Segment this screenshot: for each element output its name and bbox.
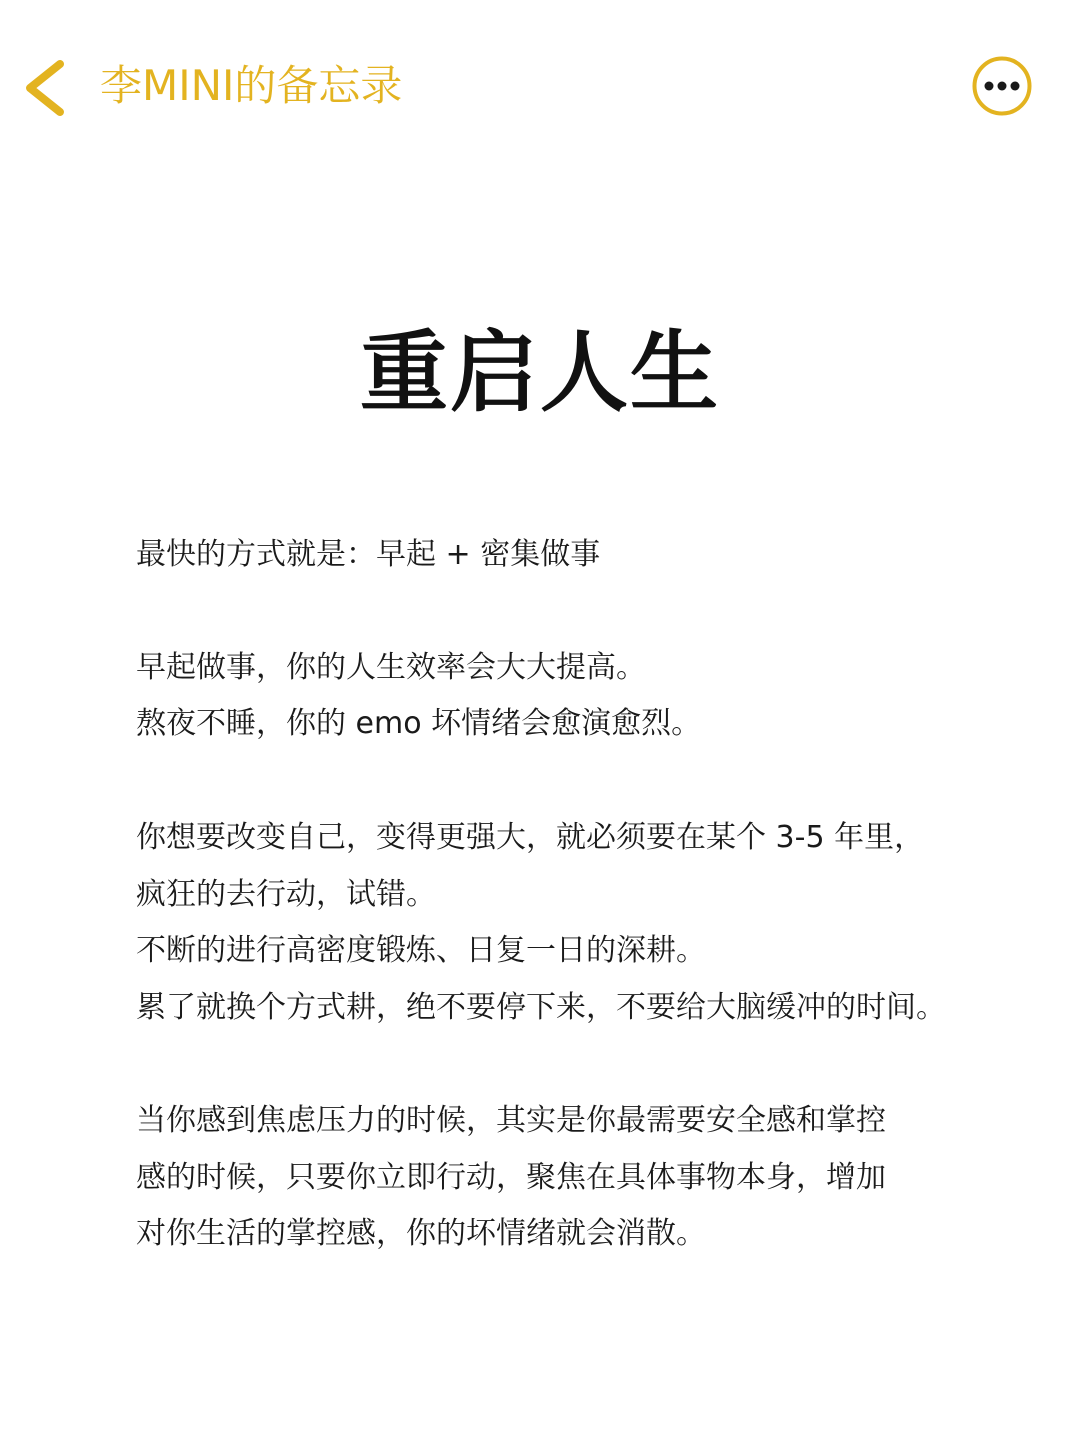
note-line: 当你感到焦虑压力的时候，其实是你最需要安全感和掌控 — [136, 1103, 886, 1138]
note-line: 累了就换个方式耕，绝不要停下来，不要给大脑缓冲的时间。 — [136, 990, 946, 1025]
more-circle-icon — [970, 54, 1034, 118]
note-line: 感的时候，只要你立即行动，聚焦在具体事物本身，增加 — [136, 1160, 886, 1195]
note-line: 不断的进行高密度锻炼、日复一日的深耕。 — [136, 933, 706, 968]
note-line: 你想要改变自己，变得更强大，就必须要在某个 3-5 年里， — [136, 820, 925, 855]
back-button[interactable] — [14, 52, 74, 122]
note-line: 熬夜不睡，你的 emo 坏情绪会愈演愈烈。 — [136, 706, 702, 741]
nav-title: 李MINI的备忘录 — [100, 61, 403, 110]
note-line: 对你生活的掌控感，你的坏情绪就会消散。 — [136, 1216, 706, 1251]
note-title: 重启人生 — [359, 321, 720, 424]
more-button[interactable] — [970, 54, 1034, 118]
note-line: 疯狂的去行动，试错。 — [136, 877, 436, 912]
note-line: 最快的方式就是：早起 + 密集做事 — [136, 537, 601, 572]
note-line: 早起做事，你的人生效率会大大提高。 — [136, 650, 646, 685]
chevron-left-icon — [14, 52, 74, 122]
nav-bar — [0, 0, 1080, 170]
